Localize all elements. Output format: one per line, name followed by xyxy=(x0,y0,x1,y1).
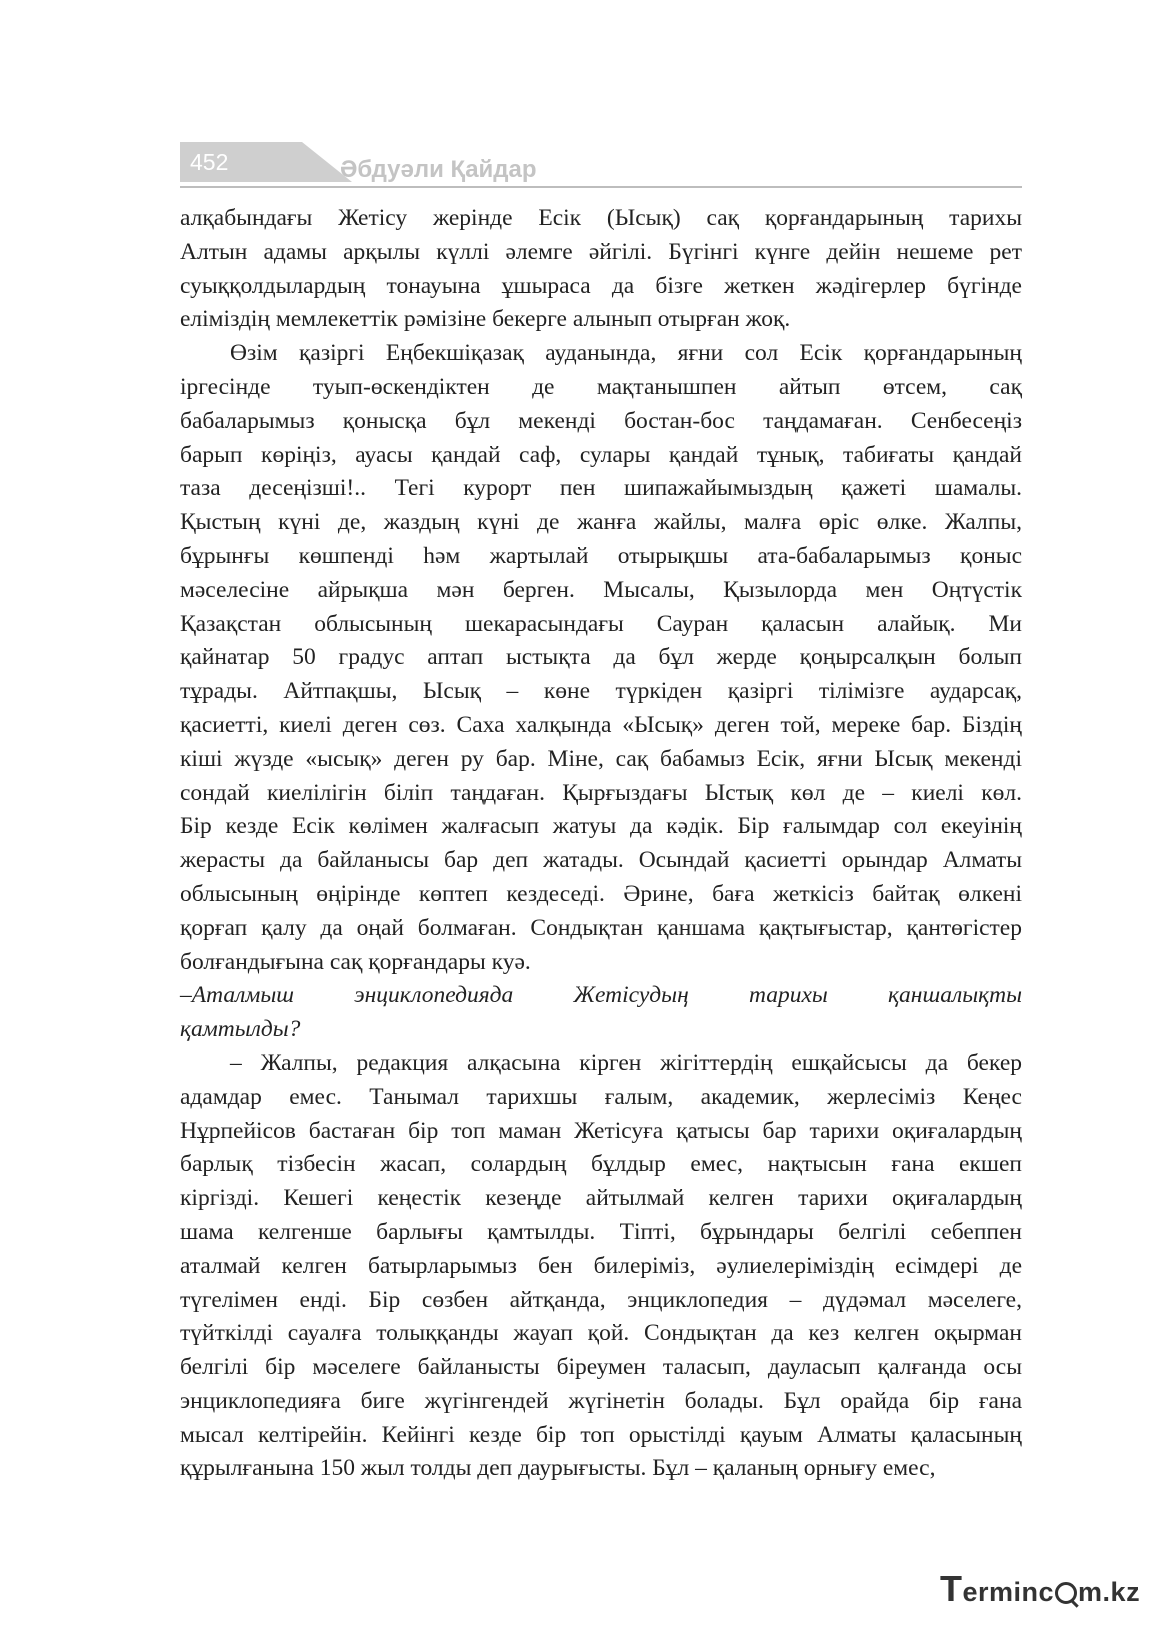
text-line: суыққолдылардың тонауына ұшыраса да бізге жеткен жәдігерлер бүгінде xyxy=(180,272,1022,299)
page-header xyxy=(180,142,1022,188)
page-number: 452 xyxy=(180,142,272,182)
text-line: іргесінде туып-өскендіктен де мақтанышпен айтып өтсем, сақ xyxy=(180,373,1022,400)
site-watermark xyxy=(940,1568,1140,1612)
text-line: жерасты да байланысы бар деп жатады. Осындай қасиетті орындар Алматы xyxy=(180,847,1022,874)
text-line: қорғап қалу да оңай болмаған. Сондықтан қаншама қақтығыстар, қантөгістер xyxy=(180,914,1022,941)
text-line: еліміздің мемлекеттік рәмізіне бекерге алынып отырған жоқ. xyxy=(180,306,791,333)
text-line: Қыстың күні де, жаздың күні де жанға жайлы, малға өріс өлке. Жалпы, xyxy=(180,509,1022,536)
text-line: қамтылды? xyxy=(180,1016,301,1043)
text-line: таза десеңізші!.. Тегі курорт пен шипажайымыздың қажеті шамалы. xyxy=(180,475,1022,502)
text-line: кіргізді. Кешегі кеңестік кезеңде айтылмай келген тарихи оқиғалардың xyxy=(180,1185,1022,1212)
text-line: шама келгенше барлығы қамтылды. Тіпті, бұрындары белгілі себеппен xyxy=(180,1218,1022,1245)
text-line: бабаларымыз қонысқа бұл мекенді бостан-бос таңдамаған. Сенбесеңіз xyxy=(180,407,1022,434)
text-line: алқабындағы Жетісу жерінде Есік (Ысық) сақ қорғандарының тарихы xyxy=(180,205,1022,231)
running-head-author: Әбдуәли Қайдар xyxy=(340,156,537,183)
text-line: аталмай келген батырларымыз бен билеріміз, әулиелеріміздің есімдері де xyxy=(180,1252,1022,1279)
watermark-mid: erminc xyxy=(962,1577,1055,1607)
watermark-rest: m.kz xyxy=(1078,1577,1141,1607)
text-line: белгілі бір мәселеге байланысты біреумен таласып, дауласып қалғанда осы xyxy=(180,1354,1022,1381)
text-line: қайнатар 50 градус аптап ыстықта да бұл жерде қоңырсалқын болып xyxy=(180,644,1022,671)
text-line: – Жалпы, редакция алқасына кірген жігіттердің ешқайсысы да бекер xyxy=(230,1049,1022,1076)
text-line: барып көріңіз, ауасы қандай саф, сулары қандай тұнық, табиғаты қандай xyxy=(180,441,1022,468)
text-line: –Аталмыш энциклопедияда Жетісудың тарихы қаншалықты xyxy=(180,982,1022,1009)
text-line: Қазақстан облысының шекарасындағы Сауран қаласын алайық. Ми xyxy=(180,610,1022,637)
header-rule xyxy=(180,186,1022,188)
text-line: мысал келтірейін. Кейінгі кезде бір топ орыстілді қауым Алматы қаласының xyxy=(180,1421,1022,1448)
text-line: энциклопедияға биге жүгінгендей жүгінетін болады. Бұл орайда бір ғана xyxy=(180,1387,1022,1414)
text-line: тұрады. Айтпақшы, Ысық – көне түркіден қазіргі тілімізге аударсақ, xyxy=(180,678,1022,705)
text-line: құрылғанына 150 жыл толды деп даурығысты. Бұл – қаланың орнығу емес, xyxy=(180,1455,936,1482)
watermark-initial: T xyxy=(940,1568,963,1609)
magnifier-icon xyxy=(1055,1582,1077,1604)
text-line: түгелімен енді. Бір сөзбен айтқанда, энциклопедия – дүдәмал мәселеге, xyxy=(180,1286,1022,1313)
text-line: болғандығына сақ қорғандары куә. xyxy=(180,948,531,975)
text-line: Өзім қазіргі Еңбекшіқазақ ауданында, яғни сол Есік қорғандарының xyxy=(230,340,1022,367)
text-line: мәселесіне айрықша мән берген. Мысалы, Қызылорда мен Оңтүстік xyxy=(180,576,1022,603)
text-line: адамдар емес. Танымал тарихшы ғалым, академик, жерлесіміз Кеңес xyxy=(180,1083,1022,1110)
text-line: кіші жүзде «ысық» деген ру бар. Міне, сақ бабамыз Есік, яғни Ысық мекенді xyxy=(180,745,1022,772)
text-line: облысының өңірінде көптеп кездеседі. Әрине, баға жеткісіз байтақ өлкені xyxy=(180,880,1022,907)
body-text xyxy=(180,202,1022,1486)
text-line: түйткілді сауалға толыққанды жауап қой. Сондықтан да кез келген оқырман xyxy=(180,1320,1022,1347)
text-line: Бір кезде Есік көлімен жалғасып жатуы да кәдік. Бір ғалымдар сол екеуінің xyxy=(180,813,1022,840)
text-line: барлық тізбесін жасап, солардың бұлдыр емес, нақтысын ғана екшеп xyxy=(180,1151,1022,1178)
text-line: Алтын адамы арқылы күллі әлемге әйгілі. Бүгінгі күнге дейін нешеме рет xyxy=(180,238,1022,265)
text-line: бұрынғы көшпенді һәм жартылай отырықшы ата-бабаларымыз қоныс xyxy=(180,542,1022,569)
text-line: қасиетті, киелі деген сөз. Саха халқында «Ысық» деген той, мереке бар. Біздің xyxy=(180,711,1022,738)
text-line: Нұрпейісов бастаған бір топ маман Жетісуға қатысы бар тарихи оқиғалардың xyxy=(180,1117,1022,1144)
text-line: сондай киелілігін біліп таңдаған. Қырғыздағы Ыстық көл де – киелі көл. xyxy=(180,779,1022,806)
